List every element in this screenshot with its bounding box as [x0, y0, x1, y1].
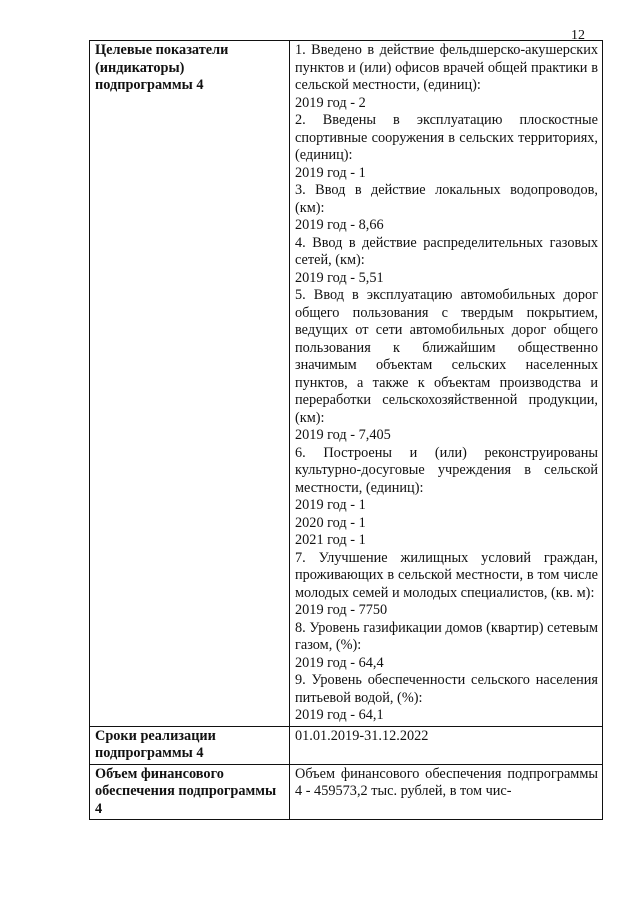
targets-label: Целевые показатели (индикаторы) подпрограммы 4 [90, 41, 290, 727]
targets-content [290, 41, 603, 727]
target-line: 2019 год - 5,51 [295, 269, 384, 286]
target-line: 2019 год - 2 [295, 94, 366, 111]
target-line: 2019 год - 1 [295, 164, 366, 181]
target-line: 4. Ввод в действие распределительных газовых сетей, (км): [295, 234, 598, 268]
financing-value: Объем финансового обеспечения подпрограммы 4 - 459573,2 тыс. рублей, в том чис- [290, 764, 603, 820]
target-line: 2019 год - 64,1 [295, 707, 384, 723]
target-line: 2019 год - 1 [295, 497, 366, 513]
terms-label: Сроки реализации подпрограммы 4 [90, 726, 290, 764]
target-line: 6. Построены и (или) реконструированы культурно-досуговые учреждения в сельской местности, (единиц): [295, 444, 598, 496]
target-line: 2019 год - 7750 [295, 602, 388, 618]
target-line: 5. Ввод в эксплуатацию автомобильных дорог общего пользования с твердым покрытием, ведущих от сети автомобильных дорог общего пользования к ближайшим общественно значимым объектам сельских населенных пунктов, а также к объектам производства и переработки сельскохозяйственной продукции, (км): [295, 287, 598, 426]
page-number: 12 [571, 28, 585, 43]
financing-label: Объем финансового обеспечения подпрограммы 4 [90, 764, 290, 820]
target-line: 2021 год - 1 [295, 532, 366, 548]
target-line: 9. Уровень обеспеченности сельского населения питьевой водой, (%): [295, 672, 598, 706]
target-line: 2019 год - 7,405 [295, 427, 391, 443]
target-line: 2020 год - 1 [295, 514, 366, 531]
table-row-targets [90, 41, 603, 727]
target-line: 8. Уровень газификации домов (квартир) сетевым газом, (%): [295, 619, 598, 653]
target-line: 7. Улучшение жилищных условий граждан, проживающих в сельской местности, в том числе молодых семей и молодых специалистов, (кв. м): [295, 549, 598, 601]
target-line: 2019 год - 64,4 [295, 654, 384, 671]
target-line: 2019 год - 8,66 [295, 217, 384, 233]
terms-value: 01.01.2019-31.12.2022 [290, 726, 603, 764]
subprogram-passport-table [89, 40, 603, 820]
target-line: 1. Введено в действие фельдшерско-акушерских пунктов и (или) офисов врачей общей практики в сельской местности, (единиц): [295, 42, 598, 93]
table-row-terms [90, 726, 603, 764]
target-line: 3. Ввод в действие локальных водопроводов, (км): [295, 182, 598, 216]
table-row-financing [90, 764, 603, 820]
target-line: 2. Введены в эксплуатацию плоскостные спортивные сооружения в сельских территориях, (единиц): [295, 112, 598, 163]
